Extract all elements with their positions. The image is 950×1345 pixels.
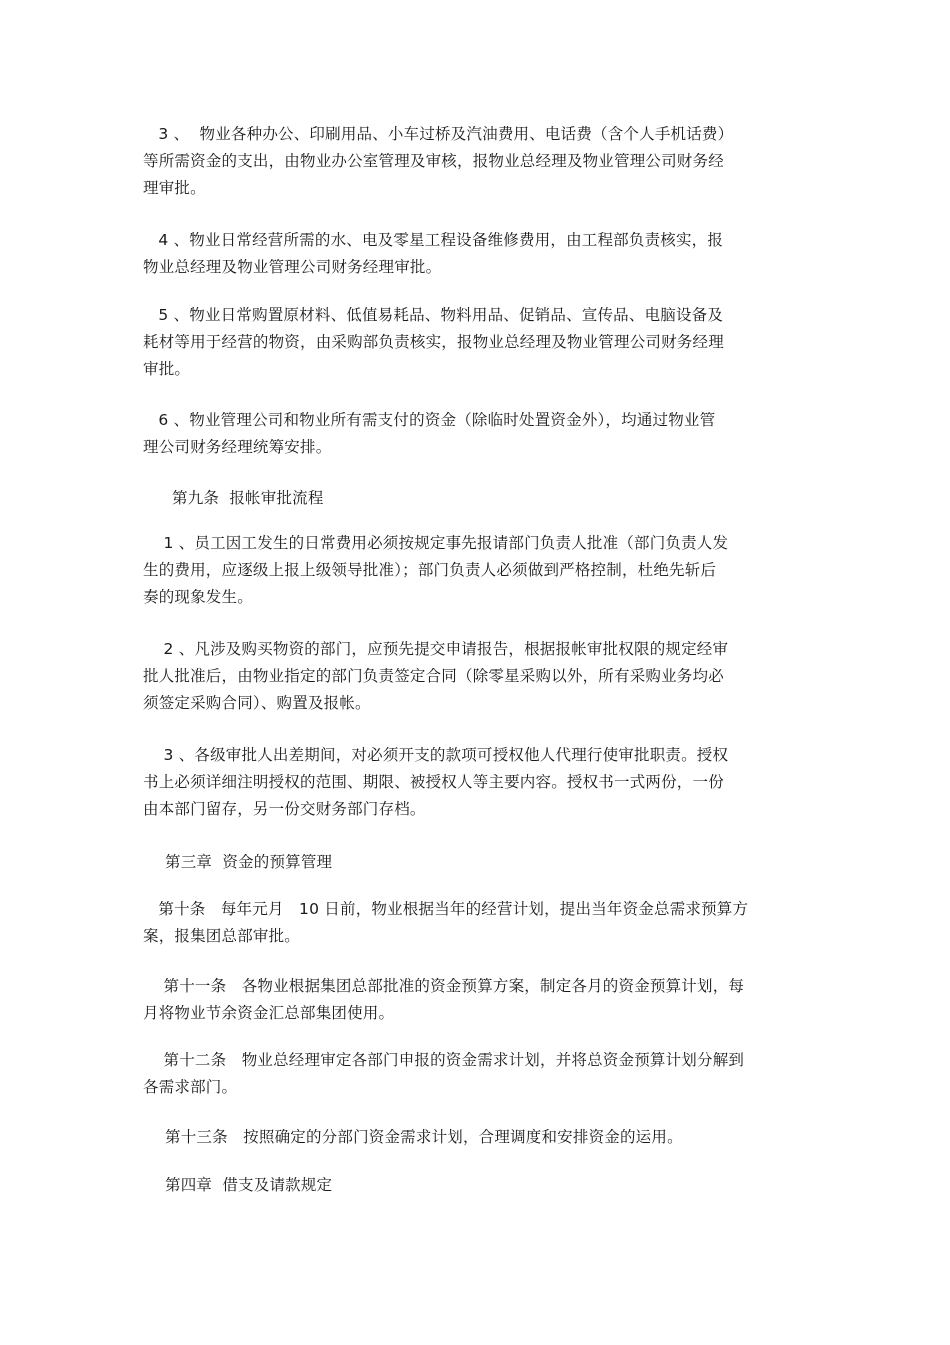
text-line: 由本部门留存，另一份交财务部门存档。 bbox=[143, 800, 426, 818]
text-line: 1 、员工因工发生的日常费用必须按规定事先报请部门负责人批准（部门负责人发 bbox=[143, 534, 729, 552]
chapter-heading-3: 第三章 资金的预算管理 bbox=[165, 853, 333, 871]
text-line: 奏的现象发生。 bbox=[143, 588, 253, 606]
text-line: 第十一条 各物业根据集团总部批准的资金预算方案，制定各月的资金预算计划，每 bbox=[143, 977, 745, 995]
text-line: 5 、物业日常购置原材料、低值易耗品、物料用品、促销品、宣传品、电脑设备及 bbox=[143, 306, 724, 324]
paragraph-step-3 bbox=[143, 742, 755, 823]
paragraph-article-11 bbox=[143, 973, 755, 1027]
section-heading-article-9: 第九条 报帐审批流程 bbox=[172, 489, 324, 507]
paragraph-article-10 bbox=[143, 896, 755, 950]
paragraph-item-4 bbox=[143, 227, 755, 281]
paragraph-item-5 bbox=[143, 302, 755, 383]
paragraph-step-1 bbox=[143, 530, 755, 611]
paragraph-article-13: 第十三条 按照确定的分部门资金需求计划，合理调度和安排资金的运用。 bbox=[165, 1128, 683, 1146]
text-line: 案，报集团总部审批。 bbox=[143, 927, 301, 945]
paragraph-article-12 bbox=[143, 1047, 755, 1101]
paragraph-item-6 bbox=[143, 407, 755, 461]
chapter-heading-4: 第四章 借支及请款规定 bbox=[165, 1176, 333, 1194]
text-line: 生的费用，应逐级上报上级领导批准）；部门负责人必须做到严格控制，杜绝先斩后 bbox=[143, 561, 717, 579]
text-line: 4 、物业日常经营所需的水、电及零星工程设备维修费用，由工程部负责核实，报 bbox=[143, 231, 724, 249]
paragraph-item-3 bbox=[143, 121, 755, 202]
text-line: 第十二条 物业总经理审定各部门申报的资金需求计划，并将总资金预算计划分解到 bbox=[143, 1051, 745, 1069]
text-line: 2 、凡涉及购买物资的部门，应预先提交申请报告，根据报帐审批权限的规定经审 bbox=[143, 640, 729, 658]
text-line: 月将物业节余资金汇总部集团使用。 bbox=[143, 1004, 395, 1022]
text-line: 须签定采购合同）、购置及报帐。 bbox=[143, 694, 371, 712]
text-line: 理公司财务经理统筹安排。 bbox=[143, 438, 332, 456]
text-line: 各需求部门。 bbox=[143, 1078, 238, 1096]
text-line: 书上必须详细注明授权的范围、期限、被授权人等主要内容。授权书一式两份，一份 bbox=[143, 773, 724, 791]
text-line: 3 、 物业各种办公、印刷用品、小车过桥及汽油费用、电话费（含个人手机话费） bbox=[143, 125, 734, 143]
text-line: 批人批准后，由物业指定的部门负责签定合同（除零星采购以外，所有采购业务均必 bbox=[143, 667, 724, 685]
text-line: 6 、物业管理公司和物业所有需支付的资金（除临时处置资金外），均通过物业管 bbox=[143, 411, 716, 429]
text-line: 第十条 每年元月 10 日前，物业根据当年的经营计划，提出当年资金总需求预算方 bbox=[143, 900, 749, 918]
text-line: 等所需资金的支出，由物业办公室管理及审核，报物业总经理及物业管理公司财务经 bbox=[143, 152, 724, 170]
text-line: 物业总经理及物业管理公司财务经理审批。 bbox=[143, 258, 442, 276]
text-line: 审批。 bbox=[143, 360, 191, 378]
text-line: 3 、各级审批人出差期间，对必须开支的款项可授权他人代理行使审批职责。授权 bbox=[143, 746, 729, 764]
paragraph-step-2 bbox=[143, 636, 755, 717]
text-line: 耗材等用于经营的物资，由采购部负责核实，报物业总经理及物业管理公司财务经理 bbox=[143, 333, 724, 351]
text-line: 理审批。 bbox=[143, 179, 206, 197]
